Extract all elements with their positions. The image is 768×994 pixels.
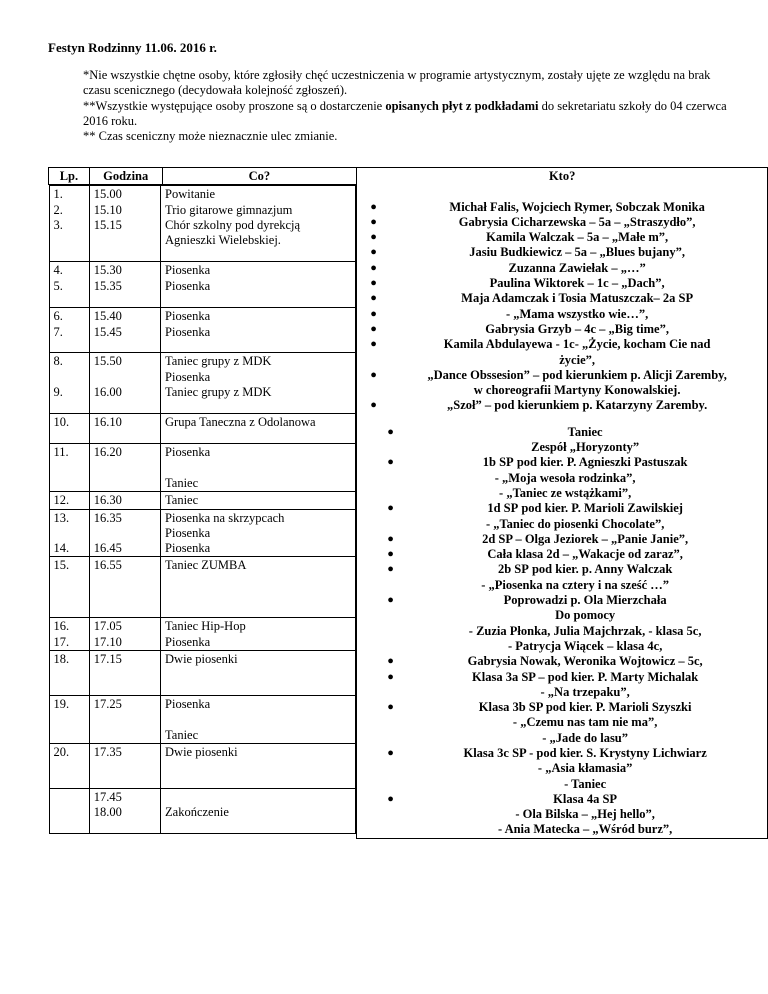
list-item: ● Kamila Walczak – 5a – „Małe m”, bbox=[370, 230, 669, 245]
table-row bbox=[49, 353, 356, 414]
lp-cell bbox=[49, 262, 89, 308]
list-item: ● Klasa 3b SP pod kier. P. Marioli Szyszki bbox=[387, 700, 692, 715]
cell-line: Piosenka bbox=[165, 697, 211, 712]
cell-line: Piosenka bbox=[165, 263, 211, 278]
cell-line: 18. bbox=[53, 652, 70, 667]
header-co: Co? bbox=[162, 168, 357, 185]
cell-line: Piosenka bbox=[165, 309, 211, 324]
cell-line: 15. bbox=[53, 558, 70, 573]
cell-line: Zakończenie bbox=[165, 805, 229, 820]
time-cell bbox=[89, 696, 160, 744]
table-row bbox=[49, 651, 356, 696]
activity-cell bbox=[161, 353, 356, 414]
activity-cell bbox=[161, 262, 356, 308]
list-item-cont: w choreografii Martyny Konowalskiej. bbox=[473, 383, 681, 398]
list-item: ● Paulina Wiktorek – 1c – „Dach”, bbox=[370, 276, 665, 291]
list-item-cont: życie”, bbox=[559, 352, 595, 367]
activity-cell bbox=[161, 444, 356, 492]
cell-line: 17. bbox=[53, 634, 70, 649]
list-item: ● Jasiu Budkiewicz – 5a – „Blues bujany”, bbox=[370, 245, 685, 260]
cell-line: 11. bbox=[53, 445, 69, 460]
notes bbox=[83, 68, 733, 144]
activity-cell bbox=[161, 509, 356, 557]
time-cell bbox=[89, 743, 160, 788]
list-item-cont: - Ola Bilska – „Hej hello”, bbox=[515, 807, 655, 822]
cell-line bbox=[54, 790, 85, 805]
time-cell bbox=[89, 308, 160, 353]
cell-line bbox=[165, 790, 351, 805]
lp-cell bbox=[49, 353, 89, 414]
list-item-cont: Zespół „Horyzonty” bbox=[531, 440, 640, 455]
table-row bbox=[49, 492, 356, 509]
table-row bbox=[49, 743, 356, 788]
cell-line: 15.40 bbox=[93, 309, 122, 324]
time-cell bbox=[89, 509, 160, 557]
cell-line: Taniec ZUMBA bbox=[165, 558, 247, 573]
cell-line: Taniec bbox=[165, 493, 199, 508]
table-row bbox=[49, 444, 356, 492]
list-item-cont: - „Piosenka na cztery i na sześć …” bbox=[481, 577, 670, 592]
table-row bbox=[49, 788, 356, 833]
list-item: ● Cała klasa 2d – „Wakacje od zaraz”, bbox=[387, 547, 683, 562]
list-item: ● Taniec bbox=[387, 424, 603, 439]
activity-cell bbox=[161, 557, 356, 618]
cell-line: 2. bbox=[53, 202, 63, 217]
activity-cell bbox=[161, 651, 356, 696]
list-item: ● 2d SP – Olga Jeziorek – „Panie Janie”, bbox=[387, 531, 689, 546]
cell-line: 13. bbox=[53, 510, 70, 525]
cell-line: Chór szkolny pod dyrekcją bbox=[165, 218, 301, 232]
list-item: ● 2b SP pod kier. p. Anny Walczak bbox=[387, 562, 673, 577]
lp-cell bbox=[49, 618, 89, 651]
cell-line: 17.10 bbox=[93, 634, 122, 649]
cell-line: 8. bbox=[53, 354, 63, 369]
cell-line bbox=[54, 370, 85, 385]
cell-line: 17.35 bbox=[93, 744, 122, 759]
cell-line bbox=[94, 370, 156, 385]
list-item: ● Poprowadzi p. Ola Mierzchała bbox=[387, 593, 667, 608]
activity-cell bbox=[161, 743, 356, 788]
list-item: ● Kamila Abdulayewa - 1c- „Życie, kocham Cie nad bbox=[370, 337, 711, 352]
cell-line: 15.45 bbox=[93, 324, 122, 339]
lp-cell bbox=[49, 788, 89, 833]
activity-cell bbox=[161, 788, 356, 833]
cell-line: Dwie piosenki bbox=[165, 652, 238, 667]
cell-line: 16.30 bbox=[93, 493, 122, 508]
activity-cell bbox=[161, 492, 356, 509]
cell-line: 17.15 bbox=[93, 652, 122, 667]
list-item: ● Klasa 3c SP - pod kier. S. Krystyny Lichwiarz bbox=[387, 745, 707, 760]
list-item: ● „Dance Obssesion” – pod kierunkiem p. Alicji Zaremby, bbox=[370, 367, 727, 382]
lp-cell bbox=[49, 444, 89, 492]
cell-line: 16.45 bbox=[93, 541, 122, 556]
activity-cell bbox=[161, 696, 356, 744]
note-3: ** Czas sceniczny może nieznacznie ulec zmianie. bbox=[83, 129, 338, 144]
cell-line: 16.55 bbox=[93, 558, 122, 573]
table-row bbox=[49, 696, 356, 744]
time-cell bbox=[89, 788, 160, 833]
cell-line: 3. bbox=[53, 218, 63, 232]
list-item: ● - „Mama wszystko wie…”, bbox=[370, 306, 649, 321]
cell-line bbox=[165, 461, 351, 476]
cell-line: Grupa Taneczna z Odolanowa bbox=[165, 415, 316, 430]
lp-cell bbox=[49, 308, 89, 353]
cell-line: Taniec bbox=[165, 727, 199, 742]
cell-line: 15.35 bbox=[93, 278, 122, 293]
list-item-cont: - „Asia kłamasia” bbox=[537, 761, 633, 776]
list-item: ● „Szoł” – pod kierunkiem p. Katarzyny Zaremby. bbox=[370, 398, 708, 413]
cell-line: 5. bbox=[53, 278, 63, 293]
cell-line: 17.45 bbox=[93, 789, 122, 804]
list-item: ● Gabrysia Cicharzewska – 5a – „Straszydło”, bbox=[370, 214, 696, 229]
lp-cell bbox=[49, 557, 89, 618]
cell-line: 14. bbox=[53, 541, 70, 556]
page-title: Festyn Rodzinny 11.06. 2016 r. bbox=[48, 40, 217, 55]
cell-line: Piosenka bbox=[165, 369, 211, 384]
activity-cell bbox=[161, 414, 356, 444]
cell-line bbox=[54, 526, 85, 541]
table-row bbox=[49, 557, 356, 618]
list-item-cont: - „Jade do lasu” bbox=[542, 730, 629, 745]
time-cell bbox=[89, 414, 160, 444]
cell-line: 17.25 bbox=[93, 697, 122, 712]
cell-line: Piosenka bbox=[165, 634, 211, 649]
list-item-cont: - Zuzia Płonka, Julia Majchrzak, - klasa 5c, bbox=[468, 623, 702, 638]
activity-cell bbox=[161, 308, 356, 353]
time-cell bbox=[89, 557, 160, 618]
list-item-cont: - „Czemu nas tam nie ma”, bbox=[512, 715, 658, 730]
header-kto: Kto? bbox=[548, 169, 576, 183]
table-row bbox=[49, 509, 356, 557]
cell-line: Powitanie bbox=[165, 187, 216, 202]
cell-line: Taniec Hip-Hop bbox=[165, 619, 246, 634]
cell-line: 16. bbox=[53, 619, 70, 634]
cell-line: Taniec grupy z MDK bbox=[165, 354, 272, 369]
table-row bbox=[49, 618, 356, 651]
note-2: **Wszystkie występujące osoby proszone są o dostarczenie opisanych płyt z podkładami do sekretariatu szkoły do 04 czerwca 2016 roku. bbox=[83, 98, 727, 128]
list-item: ● 1d SP pod kier. P. Marioli Zawilskiej bbox=[387, 501, 683, 516]
list-item: ● Zuzanna Zawiełak – „…” bbox=[370, 260, 646, 275]
time-cell bbox=[89, 444, 160, 492]
header-lp: Lp. bbox=[49, 168, 90, 185]
cell-line: 15.30 bbox=[93, 263, 122, 278]
cell-line: Piosenka bbox=[165, 525, 211, 540]
cell-line: 7. bbox=[53, 324, 63, 339]
time-cell bbox=[89, 353, 160, 414]
cell-line bbox=[94, 526, 156, 541]
cell-line: 1. bbox=[53, 187, 63, 202]
cell-line: 19. bbox=[53, 697, 70, 712]
lp-cell bbox=[49, 492, 89, 509]
cell-line: 18.00 bbox=[93, 805, 122, 820]
lp-cell bbox=[49, 186, 89, 262]
list-item-cont: - Ania Matecka – „Wśród burz”, bbox=[497, 822, 673, 837]
cell-line: Piosenka bbox=[165, 278, 211, 293]
list-item-cont: Do pomocy bbox=[555, 608, 616, 623]
list-item-cont: - „Taniec ze wstążkami”, bbox=[499, 485, 632, 500]
lp-cell bbox=[49, 509, 89, 557]
cell-line: 16.00 bbox=[93, 385, 122, 399]
cell-line: Piosenka na skrzypcach bbox=[165, 510, 285, 525]
cell-line: Agnieszki Wielebskiej. bbox=[165, 233, 281, 248]
lp-cell bbox=[49, 414, 89, 444]
time-cell bbox=[89, 651, 160, 696]
cell-line: Taniec grupy z MDK bbox=[165, 385, 272, 399]
list-item-cont: - „Moja wesoła rodzinka”, bbox=[494, 470, 636, 485]
list-item: ● 1b SP pod kier. P. Agnieszki Pastuszak bbox=[387, 455, 688, 470]
cell-line: 15.50 bbox=[93, 354, 122, 369]
table-row bbox=[49, 262, 356, 308]
time-cell bbox=[89, 186, 160, 262]
list-item: ● Klasa 4a SP bbox=[387, 791, 618, 806]
cell-line: 6. bbox=[53, 309, 63, 324]
time-cell bbox=[89, 618, 160, 651]
list-item: ● Klasa 3a SP – pod kier. P. Marty Michalak bbox=[387, 669, 699, 684]
lp-cell bbox=[49, 696, 89, 744]
list-item: ● Michał Falis, Wojciech Rymer, Sobczak Monika bbox=[370, 199, 705, 214]
cell-line: 12. bbox=[53, 493, 70, 508]
cell-line: 15.10 bbox=[93, 202, 122, 217]
list-item-cont: - Patrycja Wiącek – klasa 4c, bbox=[507, 638, 663, 653]
cell-line: Piosenka bbox=[165, 445, 211, 460]
cell-line: 9. bbox=[53, 385, 63, 399]
table-row bbox=[49, 414, 356, 444]
activity-cell bbox=[161, 618, 356, 651]
cell-line: Trio gitarowe gimnazjum bbox=[165, 202, 293, 217]
cell-line: Piosenka bbox=[165, 324, 211, 339]
lp-cell bbox=[49, 743, 89, 788]
activity-cell bbox=[161, 186, 356, 262]
cell-line: Dwie piosenki bbox=[165, 744, 238, 759]
list-item: ● Maja Adamczak i Tosia Matuszczak– 2a SP bbox=[370, 291, 694, 306]
cell-line: 20. bbox=[53, 744, 70, 759]
cell-line: 15.00 bbox=[93, 187, 122, 202]
schedule-table bbox=[48, 167, 768, 839]
time-cell bbox=[89, 262, 160, 308]
table-row bbox=[49, 186, 356, 262]
note-1: *Nie wszystkie chętne osoby, które zgłosiły chęć uczestniczenia w programie artystycznym, zostały ujęte ze względu na brak czasu scenicznego (decydowała kolejność zgłoszeń). bbox=[83, 68, 711, 98]
table-row bbox=[49, 308, 356, 353]
time-cell bbox=[89, 492, 160, 509]
cell-line: 16.35 bbox=[93, 510, 122, 525]
lp-cell bbox=[49, 651, 89, 696]
cell-line: 15.15 bbox=[93, 218, 122, 232]
cell-line: 10. bbox=[53, 415, 70, 430]
list-item-cont: - „Taniec do piosenki Chocolate”, bbox=[485, 516, 665, 531]
cell-line: Taniec bbox=[165, 476, 199, 490]
header-godzina: Godzina bbox=[89, 168, 162, 185]
list-item: ● Gabrysia Grzyb – 4c – „Big time”, bbox=[370, 321, 669, 336]
cell-line: 16.20 bbox=[93, 445, 122, 460]
list-item-cont: - Taniec bbox=[564, 776, 607, 791]
cell-line bbox=[165, 712, 351, 727]
cell-line: Piosenka bbox=[165, 541, 211, 556]
table-header bbox=[49, 168, 768, 185]
cell-line: 4. bbox=[53, 263, 63, 278]
kto-column bbox=[357, 168, 768, 839]
cell-line: 16.10 bbox=[93, 415, 122, 430]
list-item: ● Gabrysia Nowak, Weronika Wojtowicz – 5c, bbox=[387, 654, 703, 669]
cell-line: 17.05 bbox=[93, 619, 122, 634]
list-item-cont: - „Na trzepaku”, bbox=[540, 684, 630, 699]
